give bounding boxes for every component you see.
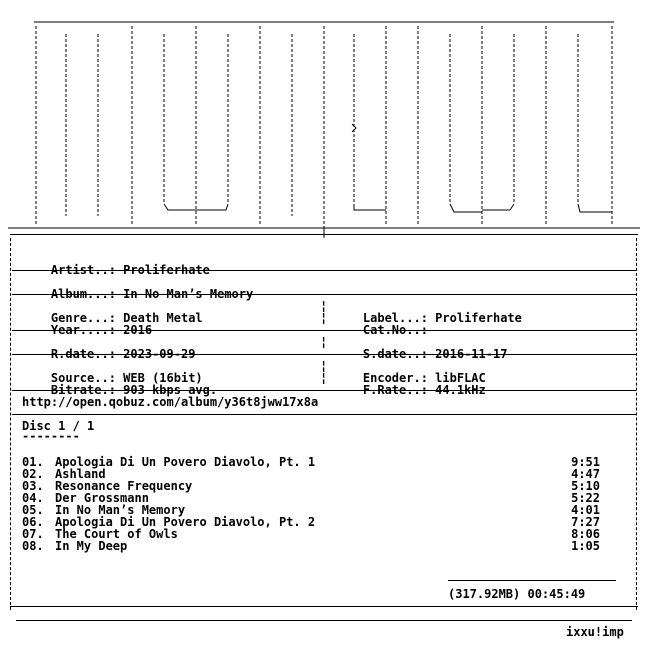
track-duration: 1:05	[571, 539, 600, 553]
bitrate-label: Bitrate.:	[50, 383, 116, 397]
track-number: 06.	[22, 515, 44, 529]
track-title: Apologia Di Un Povero Diavolo, Pt. 2	[55, 515, 316, 529]
group-signature: ixxu!imp	[566, 625, 624, 639]
column-separator: ¦	[320, 299, 328, 313]
label-value: Proliferhate	[435, 311, 522, 325]
logo-ascii-art	[8, 6, 640, 242]
rdate-row	[22, 336, 196, 361]
track-number: 02.	[22, 467, 44, 481]
track-title: Der Grossmann	[55, 491, 149, 505]
rdate-label: R.date..:	[50, 347, 116, 361]
disc-title-underline: --------	[22, 429, 80, 443]
track-duration: 9:51	[571, 455, 600, 469]
artist-row	[22, 252, 210, 277]
artist-value: Proliferhate	[123, 263, 210, 277]
track-number: 03.	[22, 479, 44, 493]
track-number: 05.	[22, 503, 44, 517]
track-title: In No Man’s Memory	[55, 503, 186, 517]
disc-title: Disc 1 / 1	[22, 419, 95, 433]
divider	[12, 354, 636, 355]
album-url[interactable]: http://open.qobuz.com/album/y36t8jww17x8a	[22, 395, 319, 409]
column-separator: ¦	[320, 359, 328, 373]
track-duration: 7:27	[571, 515, 600, 529]
album-value: In No Man’s Memory	[123, 287, 254, 301]
track-duration: 4:01	[571, 503, 600, 517]
track-duration: 4:47	[571, 467, 600, 481]
sdate-label: S.date..:	[362, 347, 428, 361]
catno-label: Cat.No..:	[362, 323, 428, 337]
divider	[12, 330, 636, 331]
source-label: Source..:	[50, 371, 116, 385]
frame-top-border	[10, 234, 638, 235]
source-value: WEB (16bit)	[123, 371, 203, 385]
sdate-row	[334, 336, 508, 361]
frate-value: 44.1kHz	[435, 383, 486, 397]
divider	[12, 294, 636, 295]
track-title: In My Deep	[55, 539, 128, 553]
track-number: 04.	[22, 491, 44, 505]
frame-right-border	[636, 238, 637, 610]
artist-label: Artist..:	[50, 263, 116, 277]
year-label: Year....:	[50, 323, 116, 337]
track-row	[8, 540, 640, 552]
bitrate-row	[22, 372, 218, 397]
encoder-label: Encoder.:	[362, 371, 428, 385]
label-row	[334, 300, 522, 325]
track-title: Apologia Di Un Povero Diavolo, Pt. 1	[55, 455, 316, 469]
divider	[12, 390, 636, 391]
source-row	[22, 360, 203, 385]
track-number: 01.	[22, 455, 44, 469]
year-value: 2016	[123, 323, 153, 337]
divider	[12, 414, 636, 415]
genre-row	[22, 300, 203, 325]
genre-label: Genre...:	[50, 311, 116, 325]
track-duration: 8:06	[571, 527, 600, 541]
genre-value: Death Metal	[123, 311, 203, 325]
encoder-row	[334, 360, 486, 385]
column-separator: ¦	[320, 311, 328, 325]
track-duration: 5:10	[571, 479, 600, 493]
nfo-document	[8, 6, 640, 654]
divider	[12, 270, 636, 271]
track-title: The Court of Owls	[55, 527, 178, 541]
year-row	[22, 312, 153, 337]
track-number: 08.	[22, 539, 44, 553]
catno-row	[334, 312, 435, 337]
frate-label: F.Rate..:	[362, 383, 428, 397]
label-label: Label...:	[362, 311, 428, 325]
total-size-duration: (317.92MB) 00:45:49	[448, 587, 586, 601]
sdate-value: 2016-11-17	[435, 347, 508, 361]
encoder-value: libFLAC	[435, 371, 486, 385]
track-title: Ashland	[55, 467, 106, 481]
frame-left-border	[10, 238, 11, 610]
album-label: Album...:	[50, 287, 116, 301]
frame-bottom-border	[10, 606, 638, 607]
track-title: Resonance Frequency	[55, 479, 193, 493]
frame-bottom-border	[16, 620, 632, 621]
track-duration: 5:22	[571, 491, 600, 505]
album-row	[22, 276, 254, 301]
column-separator: ¦	[320, 335, 328, 349]
column-separator: ¦	[320, 371, 328, 385]
bitrate-value: 903 kbps avg.	[123, 383, 218, 397]
frate-row	[334, 372, 486, 397]
track-number: 07.	[22, 527, 44, 541]
rdate-value: 2023-09-29	[123, 347, 196, 361]
total-rule	[448, 580, 616, 581]
